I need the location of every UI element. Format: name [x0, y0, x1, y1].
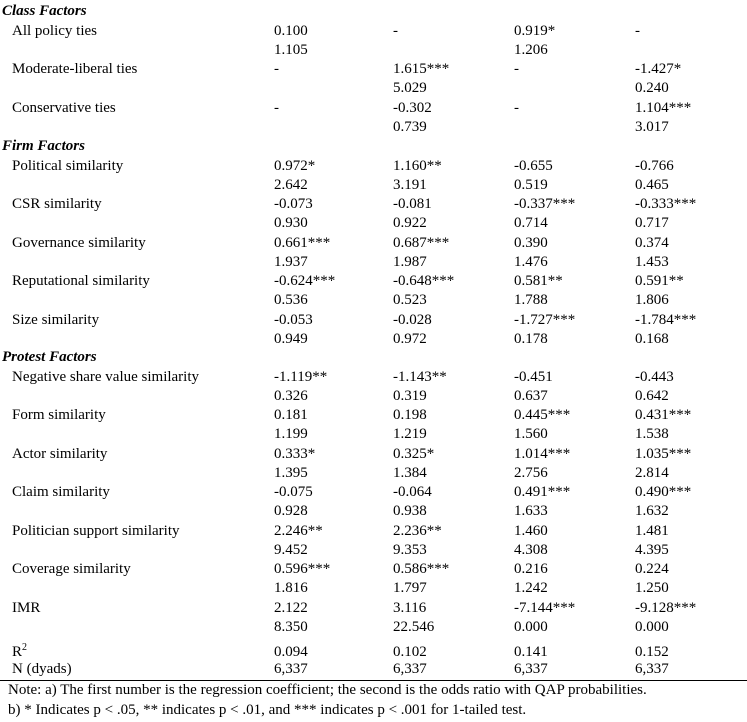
coefficient-cell: -0.766: [635, 157, 674, 174]
odds-ratio-cell: 1.806: [635, 292, 669, 308]
coefficient-cell: 1.481: [635, 522, 669, 539]
summary-value: 0.141: [514, 644, 548, 660]
odds-ratio-cell: 0.519: [514, 176, 548, 193]
variable-label: CSR similarity: [12, 196, 102, 212]
coefficient-cell: 0.581**: [514, 273, 563, 289]
odds-ratio-cell: 0.739: [393, 118, 427, 135]
summary-value: 6,337: [514, 661, 548, 677]
odds-ratio-cell: 4.395: [635, 541, 669, 558]
coefficient-cell: 0.490***: [635, 484, 692, 500]
coefficient-cell: 0.181: [274, 407, 308, 423]
coefficient-cell: -0.302: [393, 99, 432, 116]
coefficient-cell: 0.661***: [274, 234, 331, 251]
odds-ratio-cell: 2.756: [514, 464, 548, 481]
variable-label: Negative share value similarity: [12, 368, 200, 385]
coefficient-cell: 1.035***: [635, 445, 692, 462]
odds-ratio-cell: 0.949: [274, 330, 308, 347]
variable-label: Claim similarity: [12, 484, 110, 500]
coefficient-cell: -0.337***: [514, 196, 576, 212]
odds-ratio-cell: 0.000: [635, 618, 669, 635]
odds-ratio-cell: 1.816: [274, 580, 308, 596]
coefficient-cell: 1.160**: [393, 157, 442, 174]
summary-value: 6,337: [274, 661, 308, 677]
coefficient-cell: -9.128***: [635, 599, 697, 616]
odds-ratio-cell: 4.308: [514, 541, 548, 558]
summary-label-superscript: 2: [22, 642, 28, 653]
coefficient-cell: 0.216: [514, 561, 548, 577]
odds-ratio-cell: 1.937: [274, 253, 308, 270]
variable-label: All policy ties: [12, 22, 97, 39]
variable-label: Conservative ties: [12, 99, 116, 116]
odds-ratio-cell: 9.353: [393, 541, 427, 558]
coefficient-cell: 0.445***: [514, 407, 571, 423]
odds-ratio-cell: 3.191: [393, 176, 427, 193]
coefficient-cell: -0.648***: [393, 273, 455, 289]
odds-ratio-cell: 1.560: [514, 426, 548, 442]
coefficient-cell: 0.224: [635, 561, 669, 577]
coefficient-cell: 2.236**: [393, 522, 442, 539]
coefficient-cell: -0.081: [393, 196, 432, 212]
odds-ratio-cell: 1.384: [393, 464, 427, 481]
coefficient-cell: 0.972*: [274, 157, 316, 174]
variable-label: Politician support similarity: [12, 522, 180, 539]
odds-ratio-cell: 0.642: [635, 387, 669, 404]
summary-label: [12, 660, 72, 679]
variable-label: Political similarity: [12, 157, 124, 174]
coefficient-cell: -0.073: [274, 196, 313, 212]
coefficient-cell: 0.374: [635, 234, 669, 251]
variable-label: Moderate-liberal ties: [12, 61, 138, 77]
coefficient-cell: 0.198: [393, 407, 427, 423]
section-title: Firm Factors: [2, 138, 85, 154]
coefficient-cell: -: [274, 61, 279, 77]
coefficient-cell: 0.333*: [274, 445, 316, 462]
odds-ratio-cell: 0.922: [393, 215, 427, 231]
odds-ratio-cell: 1.632: [635, 503, 669, 519]
odds-ratio-cell: 0.972: [393, 330, 427, 347]
coefficient-cell: 0.431***: [635, 407, 692, 423]
coefficient-cell: -7.144***: [514, 599, 576, 616]
odds-ratio-cell: 2.814: [635, 464, 669, 481]
odds-ratio-cell: 0.637: [514, 387, 548, 404]
odds-ratio-cell: 1.987: [393, 253, 427, 270]
odds-ratio-cell: 0.714: [514, 215, 548, 231]
coefficient-cell: 1.615***: [393, 61, 450, 77]
odds-ratio-cell: 0.523: [393, 292, 427, 308]
odds-ratio-cell: 1.250: [635, 580, 669, 596]
odds-ratio-cell: 3.017: [635, 118, 669, 135]
summary-value: 6,337: [635, 661, 669, 677]
coefficient-cell: -: [635, 22, 640, 39]
odds-ratio-cell: 0.168: [635, 330, 669, 347]
section-title: Class Factors: [2, 3, 87, 19]
summary-value: 0.102: [393, 644, 427, 660]
coefficient-cell: -1.427*: [635, 61, 682, 77]
coefficient-cell: -1.143**: [393, 368, 447, 385]
coefficient-cell: -0.075: [274, 484, 313, 500]
summary-value: 0.094: [274, 644, 308, 660]
odds-ratio-cell: 1.797: [393, 580, 427, 596]
coefficient-cell: 0.491***: [514, 484, 571, 500]
coefficient-cell: 0.687***: [393, 234, 450, 251]
coefficient-cell: -0.053: [274, 311, 313, 328]
section-title: Protest Factors: [2, 349, 97, 365]
coefficient-cell: -1.727***: [514, 311, 576, 328]
variable-label: Form similarity: [12, 407, 106, 423]
odds-ratio-cell: 1.395: [274, 464, 308, 481]
coefficient-cell: 0.919*: [514, 22, 556, 39]
table-note: b) * Indicates p < .05, ** indicates p < .01, and *** indicates p < .001 for 1-tailed test.: [8, 702, 527, 718]
coefficient-cell: 0.100: [274, 22, 308, 39]
odds-ratio-cell: 1.633: [514, 503, 548, 519]
odds-ratio-cell: 1.206: [514, 41, 548, 58]
summary-label-text: N (dyads): [12, 661, 72, 677]
coefficient-cell: 0.586***: [393, 561, 450, 577]
summary-label-text: R: [12, 644, 23, 660]
coefficient-cell: 0.591**: [635, 273, 684, 289]
odds-ratio-cell: 0.536: [274, 292, 308, 308]
coefficient-cell: -1.784***: [635, 311, 697, 328]
coefficient-cell: -0.624***: [274, 273, 336, 289]
coefficient-cell: -: [274, 99, 279, 116]
coefficient-cell: -: [393, 22, 398, 39]
coefficient-cell: -0.655: [514, 157, 553, 174]
coefficient-cell: 0.596***: [274, 561, 331, 577]
coefficient-cell: -0.064: [393, 484, 432, 500]
coefficient-cell: -0.028: [393, 311, 432, 328]
variable-label: Reputational similarity: [12, 273, 150, 289]
odds-ratio-cell: 1.242: [514, 580, 548, 596]
variable-label: IMR: [12, 599, 41, 616]
odds-ratio-cell: 1.538: [635, 426, 669, 442]
odds-ratio-cell: 1.199: [274, 426, 308, 442]
odds-ratio-cell: 0.938: [393, 503, 427, 519]
odds-ratio-cell: 1.476: [514, 253, 548, 270]
odds-ratio-cell: 0.465: [635, 176, 669, 193]
coefficient-cell: 0.325*: [393, 445, 435, 462]
odds-ratio-cell: 1.105: [274, 41, 308, 58]
coefficient-cell: -1.119**: [274, 368, 328, 385]
table-note: Note: a) The first number is the regression coefficient; the second is the odds ratio with QAP probabilities.: [8, 682, 647, 698]
coefficient-cell: 1.014***: [514, 445, 571, 462]
odds-ratio-cell: 9.452: [274, 541, 308, 558]
odds-ratio-cell: 0.319: [393, 387, 427, 404]
summary-value: 6,337: [393, 661, 427, 677]
odds-ratio-cell: 8.350: [274, 618, 308, 635]
coefficient-cell: -0.451: [514, 368, 553, 385]
odds-ratio-cell: 0.930: [274, 215, 308, 231]
coefficient-cell: -: [514, 61, 519, 77]
odds-ratio-cell: 5.029: [393, 80, 427, 96]
coefficient-cell: -0.333***: [635, 196, 697, 212]
coefficient-cell: 1.104***: [635, 99, 692, 116]
coefficient-cell: 1.460: [514, 522, 548, 539]
variable-label: Size similarity: [12, 311, 100, 328]
variable-label: Actor similarity: [12, 445, 108, 462]
odds-ratio-cell: 2.642: [274, 176, 308, 193]
odds-ratio-cell: 22.546: [393, 618, 435, 635]
coefficient-cell: 3.116: [393, 599, 427, 616]
variable-label: Governance similarity: [12, 234, 146, 251]
odds-ratio-cell: 0.928: [274, 503, 308, 519]
odds-ratio-cell: 0.000: [514, 618, 548, 635]
coefficient-cell: 0.390: [514, 234, 548, 251]
odds-ratio-cell: 0.326: [274, 387, 308, 404]
coefficient-cell: -: [514, 99, 519, 116]
odds-ratio-cell: 1.219: [393, 426, 427, 442]
odds-ratio-cell: 1.788: [514, 292, 548, 308]
odds-ratio-cell: 0.178: [514, 330, 548, 347]
variable-label: Coverage similarity: [12, 561, 131, 577]
coefficient-cell: -0.443: [635, 368, 674, 385]
odds-ratio-cell: 0.717: [635, 215, 669, 231]
summary-value: 0.152: [635, 644, 669, 660]
odds-ratio-cell: 1.453: [635, 253, 669, 270]
coefficient-cell: 2.246**: [274, 522, 323, 539]
coefficient-cell: 2.122: [274, 599, 308, 616]
odds-ratio-cell: 0.240: [635, 80, 669, 96]
